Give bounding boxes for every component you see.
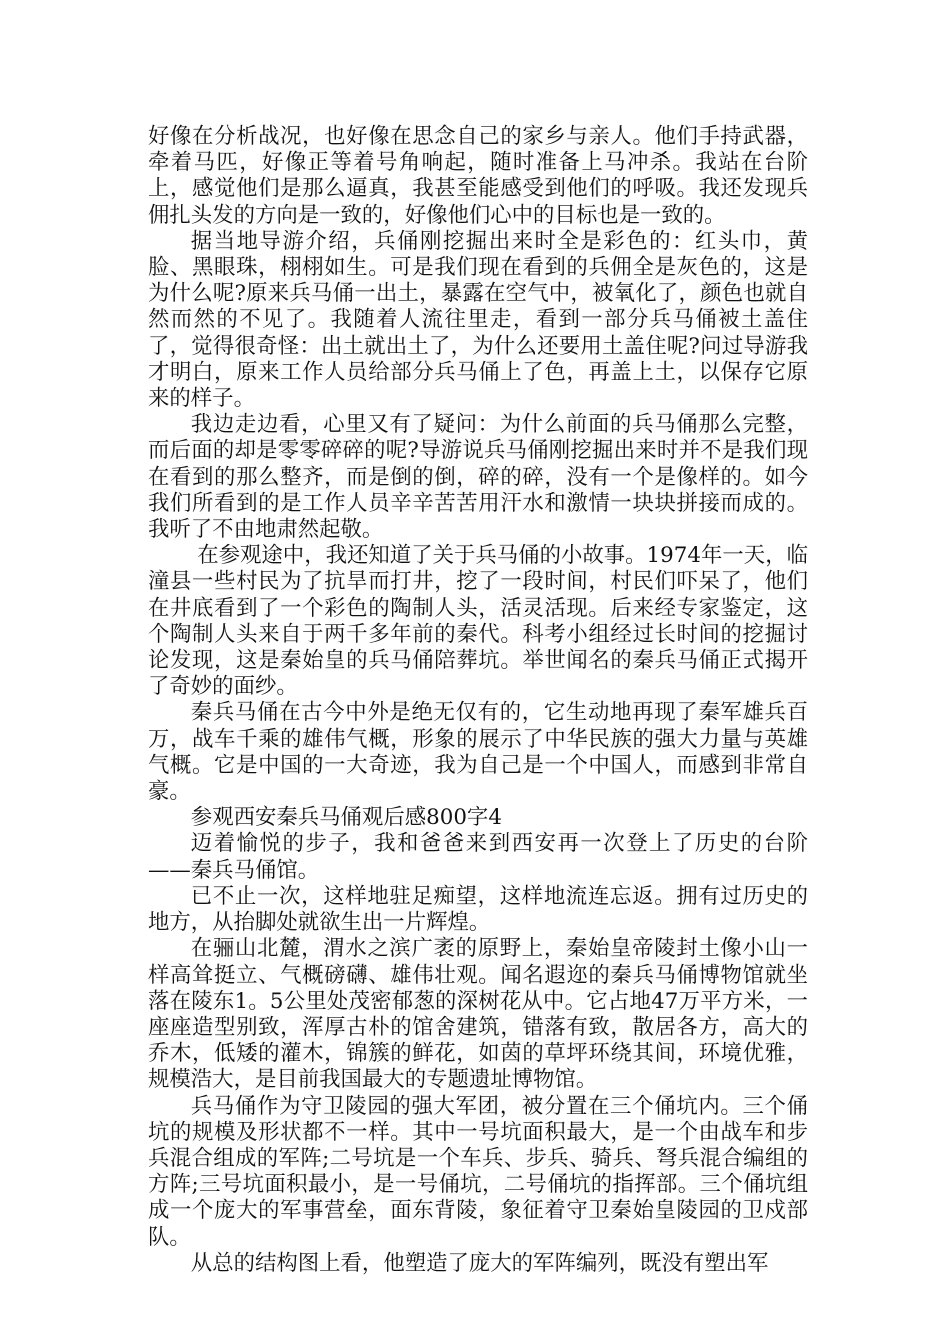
paragraph-museum-location: 在骊山北麓，渭水之滨广袤的原野上，秦始皇帝陵封土像小山一样高耸挺立、气概磅礴、雄伟壮观。闻名遐迩的秦兵马俑博物馆就坐落在陵东1。5公里处茂密郁葱的深树花从中。它占地47万平方米，一座座造型别致，浑厚古朴的馆舍建筑，错落有致，散居各方，高大的乔木，低矮的灌木，锦簇的鲜花，如茵的草坪环绕其间，环境优雅，规模浩大，是目前我国最大的专题遗址博物馆。 bbox=[148, 936, 808, 1093]
paragraph-tour-guide: 据当地导游介绍，兵俑刚挖掘出来时全是彩色的：红头巾，黄脸、黑眼珠，栩栩如生。可是我们现在看到的兵佣全是灰色的，这是为什么呢?原来兵马俑一出土，暴露在空气中，被氧化了，颜色也就自然而然的不见了。我随着人流往里走，看到一部分兵马俑被土盖住了，觉得很奇怪：出土就出土了，为什么还要用土盖住呢?问过导游我才明白，原来工作人员给部分兵马俑上了色，再盖上土，以保存它原来的样子。 bbox=[148, 228, 808, 412]
document-page bbox=[148, 124, 808, 1277]
paragraph-pits: 兵马俑作为守卫陵园的强大军团，被分置在三个俑坑内。三个俑坑的规模及形状都不一样。其中一号坑面积最大，是一个由战车和步兵混合组成的军阵;二号坑是一个车兵、步兵、骑兵、弩兵混合编组的方阵;三号坑面积最小，是一号俑坑，二号俑坑的指挥部。三个俑坑组成一个庞大的军事营垒，面东背陵，象征着守卫秦始皇陵园的卫戍部队。 bbox=[148, 1093, 808, 1250]
paragraph-arrival: 迈着愉悦的步子，我和爸爸来到西安再一次登上了历史的台阶——秦兵马俑馆。 bbox=[148, 831, 808, 883]
paragraph-conclusion: 秦兵马俑在古今中外是绝无仅有的，它生动地再现了秦军雄兵百万，战车千乘的雄伟气概，形象的展示了中华民族的强大力量与英雄气概。它是中国的一大奇迹，我为自己是一个中国人，而感到非常自豪。 bbox=[148, 700, 808, 805]
paragraph-continued: 好像在分析战况，也好像在思念自己的家乡与亲人。他们手持武器，牵着马匹，好像正等着号角响起，随时准备上马冲杀。我站在台阶上，感觉他们是那么逼真，我甚至能感受到他们的呼吸。我还发现兵佣扎头发的方向是一致的，好像他们心中的目标也是一致的。 bbox=[148, 124, 808, 228]
paragraph-question: 我边走边看，心里又有了疑问：为什么前面的兵马俑那么完整，而后面的却是零零碎碎的呢?导游说兵马俑刚挖掘出来时并不是我们现在看到的那么整齐，而是倒的倒，碎的碎，没有一个是像样的。如今我们所看到的是工作人员辛辛苦苦用汗水和激情一块块拼接而成的。我听了不由地肃然起敬。 bbox=[148, 412, 808, 543]
section-heading: 参观西安秦兵马俑观后感800字4 bbox=[190, 805, 502, 831]
paragraph-structure: 从总的结构图上看，他塑造了庞大的军阵编列，既没有塑出军 bbox=[190, 1250, 769, 1276]
paragraph-story: 在参观途中，我还知道了关于兵马俑的小故事。1974年一天，临潼县一些村民为了抗旱而打井，挖了一段时间，村民们吓呆了，他们在井底看到了一个彩色的陶制人头，活灵活现。后来经专家鉴定，这个陶制人头来自于两千多年前的秦代。科考小组经过长时间的挖掘讨论发现，这是秦始皇的兵马俑陪葬坑。举世闻名的秦兵马俑正式揭开了奇妙的面纱。 bbox=[148, 543, 808, 700]
paragraph-reflection: 已不止一次，这样地驻足痴望，这样地流连忘返。拥有过历史的地方，从抬脚处就欲生出一片辉煌。 bbox=[148, 883, 808, 936]
